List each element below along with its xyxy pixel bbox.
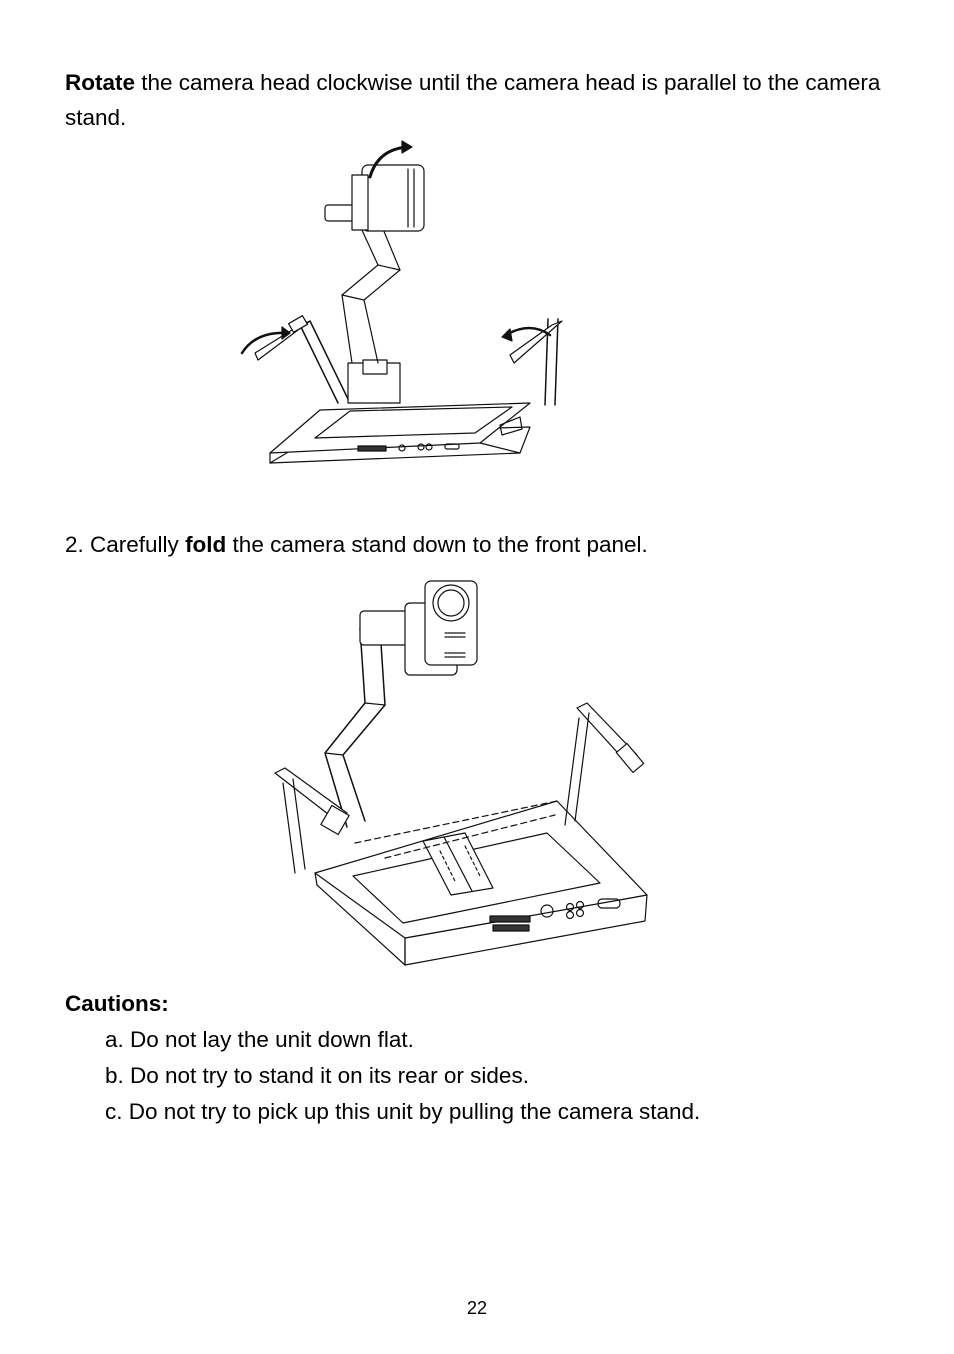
figure-rotate-camera-head — [230, 135, 580, 470]
page-number: 22 — [466, 1298, 488, 1318]
cautions-heading: Cautions: — [65, 991, 169, 1016]
caution-item: b. Do not try to stand it on its rear or sides. — [105, 1063, 529, 1088]
step1-text: the camera head clockwise until the camera head is parallel to the camera stand. — [65, 70, 881, 130]
step1-instruction — [65, 65, 905, 135]
step2-instruction — [65, 527, 905, 562]
step2-text: the camera stand down to the front panel. — [226, 532, 648, 557]
figure-fold-camera-stand — [265, 573, 660, 968]
caution-item: c. Do not try to pick up this unit by pulling the camera stand. — [105, 1099, 701, 1124]
step1-bold: Rotate — [65, 70, 136, 95]
caution-item: a. Do not lay the unit down flat. — [105, 1027, 414, 1052]
cautions-list — [105, 1022, 700, 1130]
step2-bold: fold — [185, 532, 227, 557]
step2-prefix: 2. Carefully — [65, 532, 186, 557]
